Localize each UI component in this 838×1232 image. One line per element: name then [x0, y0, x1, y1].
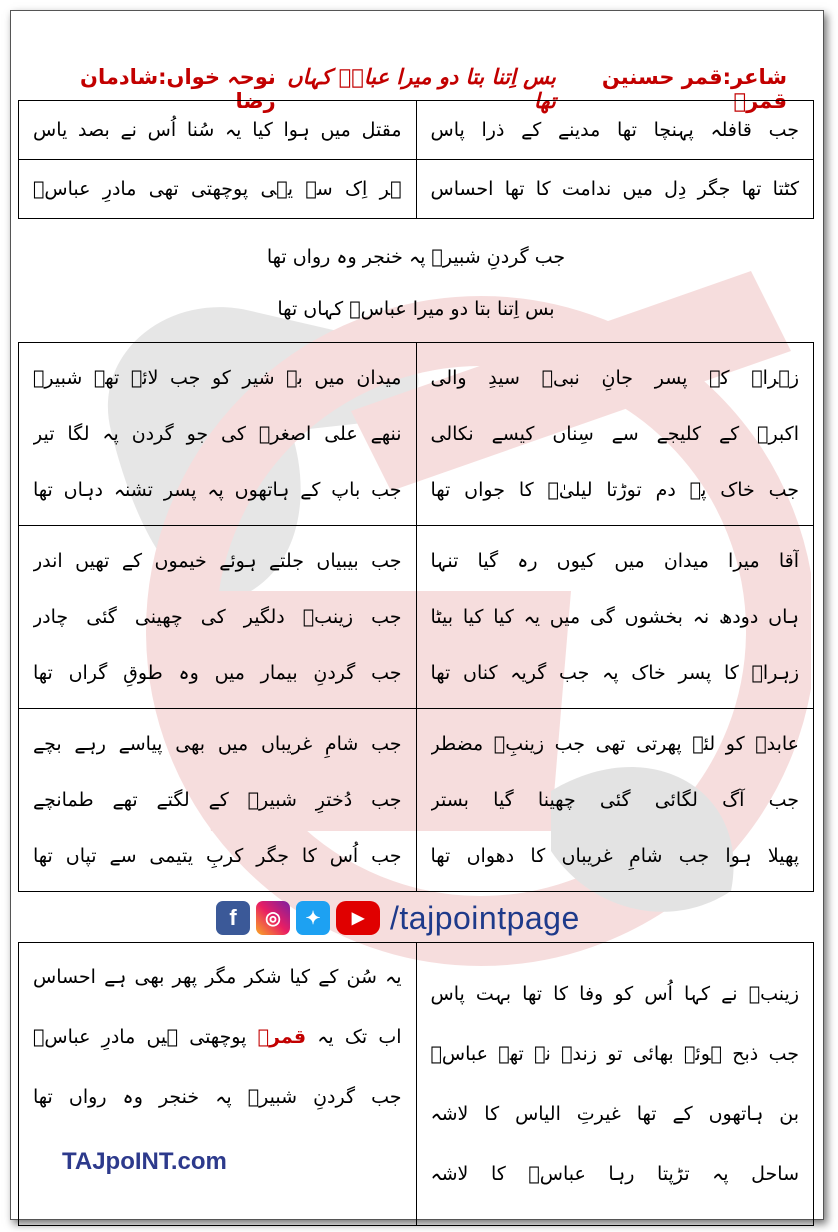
- verse-line: زہراؑ کا پسر خاک پہ جب گریہ کناں تھا: [430, 662, 799, 684]
- stanza-cell-right: [416, 343, 814, 526]
- verse-line: ساحل پہ تڑپتا رہا عباسؑ کا لاشہ: [430, 1163, 799, 1185]
- verse-line: جب دُخترِ شبیرؑ کے لگتے تھے طمانچے: [33, 789, 402, 811]
- facebook-icon[interactable]: f: [216, 901, 250, 935]
- verse-line: جب گردنِ بیمار میں وہ طوقِ گراں تھا: [33, 662, 402, 684]
- instagram-icon[interactable]: ◎: [256, 901, 290, 935]
- stanza-cell-left: [19, 943, 417, 1226]
- verse-cell-right: کٹتا تھا جگر دِل میں ندامت کا تھا احساس: [416, 160, 814, 219]
- verse-line: ہاں دودھ نہ بخشوں گی میں یہ کیا کیا بیٹا: [430, 606, 799, 628]
- verse-line: جب ذبح ہوئے بھائی تو زندہ نہ تھے عباسؑ: [430, 1043, 799, 1065]
- social-handle-link[interactable]: /tajpointpage: [390, 899, 580, 936]
- reciter-credit: نوحہ خواں:شادمان رضا: [80, 65, 276, 113]
- table-row: [19, 160, 814, 219]
- stanza-cell-right: [416, 943, 814, 1226]
- twitter-icon[interactable]: ✦: [296, 901, 330, 935]
- verse-line: جب شامِ غریباں میں بھی پیاسے رہے بچے: [33, 733, 402, 755]
- verse-line: جب گردنِ شبیرؑ پہ خنجر وہ رواں تھا: [33, 1086, 402, 1108]
- verse-line: جب آگ لگائی گئی چھینا گیا بستر: [430, 789, 799, 811]
- table-row: [19, 101, 814, 160]
- verse-fragment: اب تک یہ: [317, 1026, 402, 1048]
- verse-line: اکبرؑ کے کلیجے سے سِناں کیسے نکالی: [430, 423, 799, 445]
- verse-line: زہراؑ کے پسر جانِ نبیؐ سیدِ والی: [430, 367, 799, 389]
- poet-credit: شاعر:قمر حسنین قمرؔ: [601, 65, 787, 113]
- stanzas-table: [18, 342, 814, 892]
- chorus-line-2: بس اِتنا بتا دو میرا عباسؑ کہاں تھا: [277, 298, 555, 320]
- stanza-row: [19, 709, 814, 892]
- verse-line: جب بیبیاں جلتے ہوئے خیموں کے تھیں اندر: [33, 550, 402, 572]
- pen-name-highlight: قمرؔ: [257, 1026, 307, 1048]
- verse-line: جب خاک پہ دم توڑتا لیلیٰؑ کا جواں تھا: [430, 479, 799, 501]
- verse-line: یہ سُن کے کیا شکر مگر پھر بھی ہے احساس: [33, 966, 402, 988]
- stanza-cell-left: [19, 526, 417, 709]
- verse-cell-left: مقتل میں ہوا کیا یہ سُنا اُس نے بصد یاس: [19, 101, 417, 160]
- verse-line: جب اُس کا جگر کربِ یتیمی سے تپاں تھا: [33, 845, 402, 867]
- verse-cell-right: جب قافلہ پہنچا تھا مدینے کے ذرا پاس: [416, 101, 814, 160]
- stanza-cell-right: [416, 709, 814, 892]
- verse-line: پھیلا ہوا جب شامِ غریباں کا دھواں تھا: [430, 845, 799, 867]
- verse-line: زینبؑ نے کہا اُس کو وفا کا تھا بہت پاس: [430, 983, 799, 1005]
- stanza-row: [19, 343, 814, 526]
- social-links-bar: [216, 896, 580, 940]
- verse-line: آقا میرا میدان میں کیوں رہ گیا تنہا: [430, 550, 799, 572]
- verse-line: ننھے علی اصغرؑ کی جو گردن پہ لگا تیر: [33, 423, 402, 445]
- verse-cell-left: ہر اِک سے یہی پوچھتی تھی مادرِ عباسؑ: [19, 160, 417, 219]
- verse-line: میدان میں بے شیر کو جب لائے تھے شبیرؑ: [33, 367, 402, 389]
- verse-line: جب زینبؑ دلگیر کی چھینی گئی چادر: [33, 606, 402, 628]
- verse-line: جب باپ کے ہاتھوں پہ پسر تشنہ دہاں تھا: [33, 479, 402, 501]
- stanza-row: [19, 526, 814, 709]
- stanza-cell-right: [416, 526, 814, 709]
- verse-line: بن ہاتھوں کے تھا غیرتِ الیاس کا لاشہ: [430, 1103, 799, 1125]
- noha-title: بس اِتنا بتا دو میرا عباسؑ کہاں تھا: [287, 65, 556, 113]
- site-url-link[interactable]: TAJpoINT.com: [62, 1148, 227, 1175]
- youtube-icon[interactable]: ▶: [336, 901, 380, 935]
- opening-verses-table: [18, 100, 814, 219]
- stanza-cell-left: [19, 343, 417, 526]
- verse-line: [33, 1007, 402, 1067]
- verse-line: عابدؑ کو لئے پھرتی تھی جب زینبِؑ مضطر: [430, 733, 799, 755]
- verse-fragment: پوچھتی ہیں مادرِ عباسؑ: [33, 1026, 247, 1048]
- chorus-line-1: جب گردنِ شبیرؑ پہ خنجر وہ رواں تھا: [266, 246, 566, 268]
- final-stanza-table: [18, 942, 814, 1226]
- stanza-cell-left: [19, 709, 417, 892]
- stanza-row: [19, 943, 814, 1226]
